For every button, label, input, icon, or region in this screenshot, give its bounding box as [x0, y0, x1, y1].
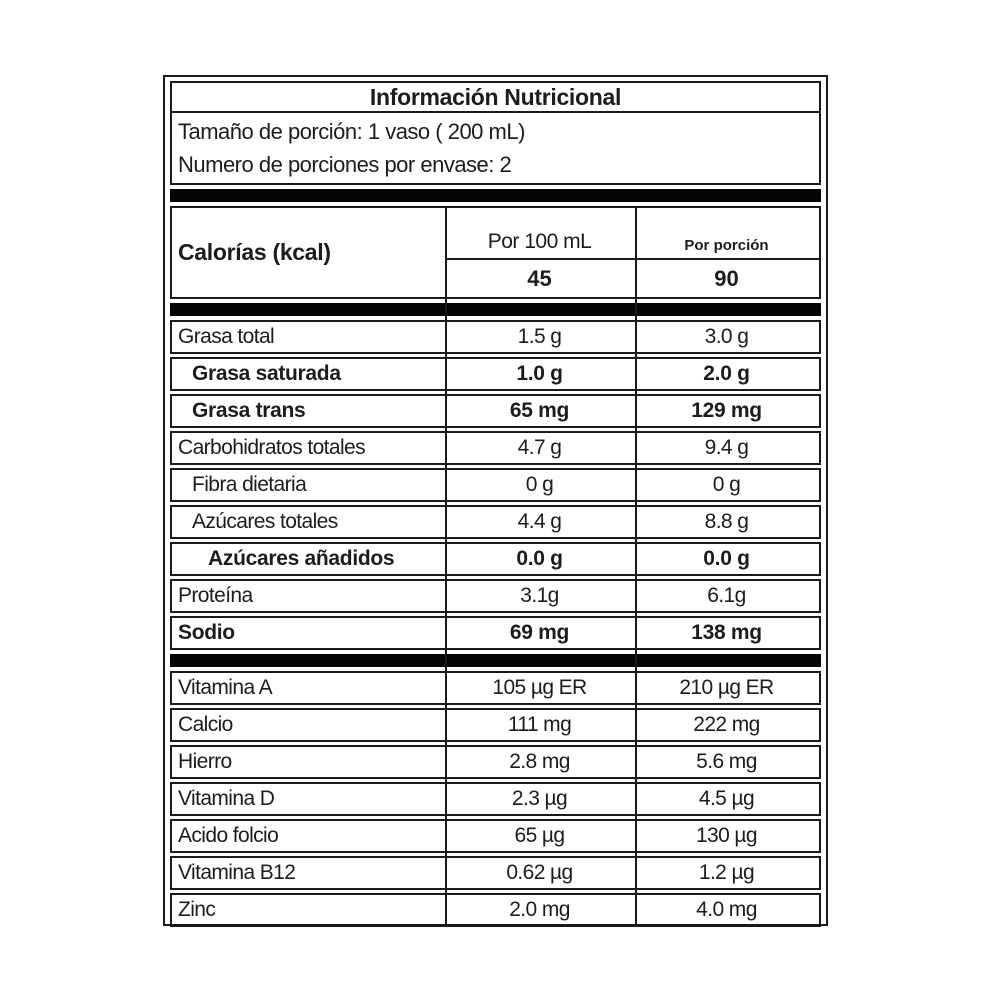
nutrient-name: Grasa saturada [192, 362, 341, 385]
calories-label: Calorías (kcal) [178, 239, 331, 265]
nutrient-name: Grasa total [178, 325, 275, 348]
label-title: Información Nutricional [170, 81, 821, 113]
nutrient-per-100: 4.4 g [517, 510, 562, 533]
nutrient-per-serving: 9.4 g [704, 436, 749, 459]
nutrition-label-frame [163, 75, 828, 926]
nutrient-rows [170, 320, 821, 650]
nutrient-name: Hierro [178, 750, 232, 773]
nutrient-per-serving: 5.6 mg [696, 750, 757, 773]
nutrient-row [170, 616, 821, 650]
nutrient-per-100: 105 µg ER [492, 676, 587, 699]
nutrient-per-serving: 6.1g [707, 584, 746, 607]
nutrient-row [170, 431, 821, 465]
nutrient-per-100: 2.0 mg [509, 898, 570, 921]
servings-per-container-text: Numero de porciones por envase: 2 [178, 151, 512, 177]
nutrient-per-100: 1.0 g [516, 362, 563, 385]
nutrient-per-serving: 2.0 g [703, 362, 750, 385]
serving-info [170, 113, 821, 185]
per-serving-header: Por porción [634, 208, 819, 260]
nutrient-name: Azúcares añadidos [208, 547, 395, 570]
nutrient-per-100: 1.5 g [517, 325, 562, 348]
nutrient-per-100: 65 mg [509, 399, 570, 422]
nutrient-row [170, 542, 821, 576]
nutrient-per-serving: 0.0 g [703, 547, 750, 570]
nutrient-per-serving: 4.0 mg [696, 898, 757, 921]
nutrient-per-serving: 1.2 µg [698, 861, 755, 884]
separator-bar [170, 654, 821, 667]
nutrient-name: Fibra dietaria [192, 473, 307, 496]
nutrient-per-serving: 129 mg [691, 399, 762, 422]
nutrient-row [170, 671, 821, 705]
nutrient-per-serving: 138 mg [691, 621, 762, 644]
nutrient-per-100: 2.3 µg [511, 787, 568, 810]
separator-bar [170, 303, 821, 316]
nutrition-label [163, 75, 828, 926]
nutrient-per-serving: 4.5 µg [698, 787, 755, 810]
nutrient-row [170, 579, 821, 613]
nutrient-per-serving: 0 g [712, 473, 741, 496]
nutrient-row [170, 745, 821, 779]
nutrient-name: Sodio [178, 621, 235, 644]
nutrient-per-100: 111 mg [507, 713, 572, 736]
nutrient-per-100: 65 µg [514, 824, 565, 847]
nutrient-per-serving: 130 µg [695, 824, 757, 847]
nutrient-per-100: 69 mg [509, 621, 570, 644]
nutrient-per-serving: 3.0 g [704, 325, 749, 348]
nutrient-name: Acido folcio [178, 824, 279, 847]
calories-per-serving-value: 90 [714, 265, 739, 291]
nutrient-name: Calcio [178, 713, 233, 736]
calories-section [170, 206, 821, 299]
nutrient-name: Vitamina D [178, 787, 275, 810]
nutrient-row [170, 505, 821, 539]
nutrient-row [170, 357, 821, 391]
nutrient-row [170, 708, 821, 742]
nutrient-row [170, 782, 821, 816]
nutrient-per-100: 0 g [525, 473, 554, 496]
per-100ml-header: Por 100 mL [445, 208, 634, 260]
nutrient-row [170, 893, 821, 927]
nutrient-name: Proteína [178, 584, 253, 607]
nutrient-row [170, 468, 821, 502]
nutrient-name: Vitamina B12 [178, 861, 296, 884]
nutrient-name: Carbohidratos totales [178, 436, 366, 459]
nutrient-per-serving: 8.8 g [704, 510, 749, 533]
nutrient-per-serving: 210 µg ER [679, 676, 774, 699]
serving-size-text: Tamaño de porción: 1 vaso ( 200 mL) [178, 118, 525, 144]
nutrient-row [170, 819, 821, 853]
nutrient-name: Zinc [178, 898, 216, 921]
calories-per-100-value: 45 [527, 265, 552, 291]
separator-bar [170, 189, 821, 202]
nutrient-per-100: 3.1g [520, 584, 559, 607]
nutrient-per-100: 2.8 mg [509, 750, 570, 773]
nutrient-per-100: 0.0 g [516, 547, 563, 570]
nutrient-row [170, 856, 821, 890]
nutrient-per-serving: 222 mg [693, 713, 760, 736]
nutrient-per-100: 4.7 g [517, 436, 562, 459]
nutrient-name: Grasa trans [192, 399, 306, 422]
column-divider [445, 206, 447, 927]
nutrient-name: Vitamina A [178, 676, 273, 699]
nutrient-per-100: 0.62 µg [506, 861, 573, 884]
nutrient-row [170, 394, 821, 428]
micronutrient-rows [170, 671, 821, 927]
nutrient-name: Azúcares totales [192, 510, 338, 533]
values-region [170, 206, 821, 927]
column-divider [635, 206, 637, 927]
nutrient-row [170, 320, 821, 354]
